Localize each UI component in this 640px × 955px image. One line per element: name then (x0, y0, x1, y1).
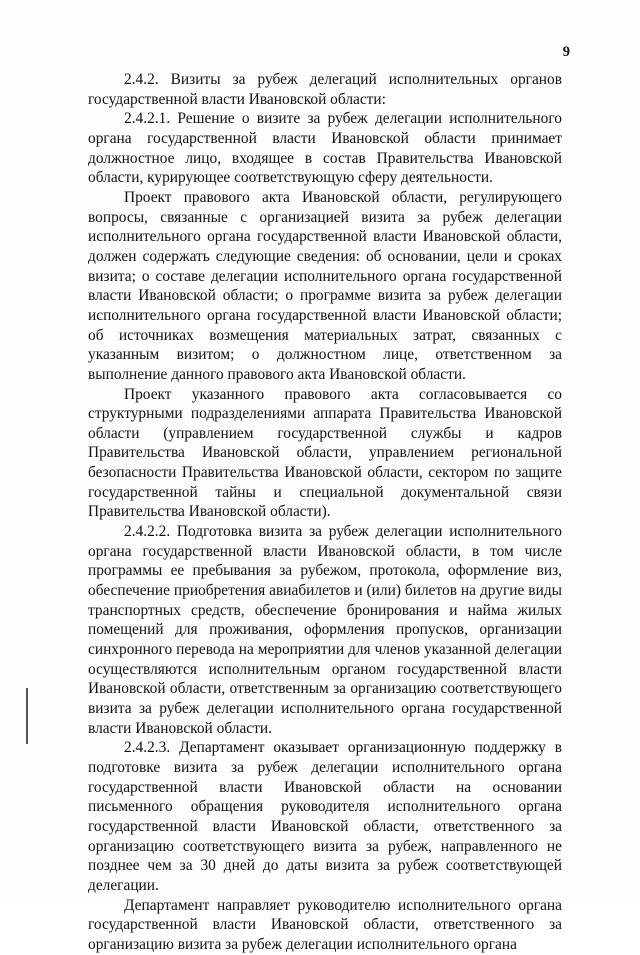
margin-scan-mark (26, 688, 28, 744)
paragraph-draft-act-approval: Проект указанного правового акта согласовывается со структурными подразделениями аппарата Правительства Ивановской области (управлением государственной службы и кадров Правительства Ивановской области, управлением региональной безопасности Правительства Ивановской области, сектором по защите государственной тайны и специальной документальной связи Правительства Ивановской области). (88, 385, 562, 521)
paragraph-2-4-2-3: 2.4.2.3. Департамент оказывает организационную поддержку в подготовке визита за рубеж делегации исполнительного органа государственной власти Ивановской области на основании письменного обращения руководителя исполнительного органа государственной власти Ивановской области, ответственного за организацию соответствующего визита за рубеж, направленного не позднее чем за 30 дней до даты визита за рубеж соответствующей делегации. (88, 739, 562, 894)
paragraph-draft-act-requirements: Проект правового акта Ивановской области, регулирующего вопросы, связанные с организацией визита за рубеж делегации исполнительного органа государственной власти Ивановской области, должен содержать следующие сведения: об основании, цели и сроках визита; о составе делегации исполнительного органа государственной власти Ивановской области; о программе визита за рубеж делегации исполнительного органа государственной власти Ивановской области; об источниках возмещения материальных затрат, связанных с указанным визитом; о должностном лице, ответственном за выполнение данного правового акта Ивановской области. (88, 188, 562, 383)
document-body (88, 70, 562, 955)
page-number: 9 (562, 44, 570, 60)
paragraph-2-4-2-2: 2.4.2.2. Подготовка визита за рубеж делегации исполнительного органа государственной власти Ивановской области, в том числе программы ее пребывания за рубежом, протокола, оформление виз, обеспечение приобретения авиабилетов и (или) билетов на другие виды транспортных средств, обеспечение бронирования и найма жилых помещений для проживания, оформления пропусков, организации синхронного перевода на мероприятии для членов указанной делегации осуществляются исполнительным органом государственной власти Ивановской области, ответственным за организацию соответствующего визита за рубеж делегации исполнительного органа государственной власти Ивановской области. (88, 523, 562, 737)
paragraph-2-4-2-1: 2.4.2.1. Решение о визите за рубеж делегации исполнительного органа государственной власти Ивановской области принимает должностное лицо, входящее в состав Правительства Ивановской области, курирующее соответствующую сферу деятельности. (88, 110, 562, 187)
paragraph-2-4-2-heading: 2.4.2. Визиты за рубеж делегаций исполнительных органов государственной власти Ивановской области: (88, 71, 562, 108)
paragraph-department-sends: Департамент направляет руководителю исполнительного органа государственной власти Ивановской области, ответственного за организацию визита за рубеж делегации исполнительного органа (88, 896, 562, 953)
